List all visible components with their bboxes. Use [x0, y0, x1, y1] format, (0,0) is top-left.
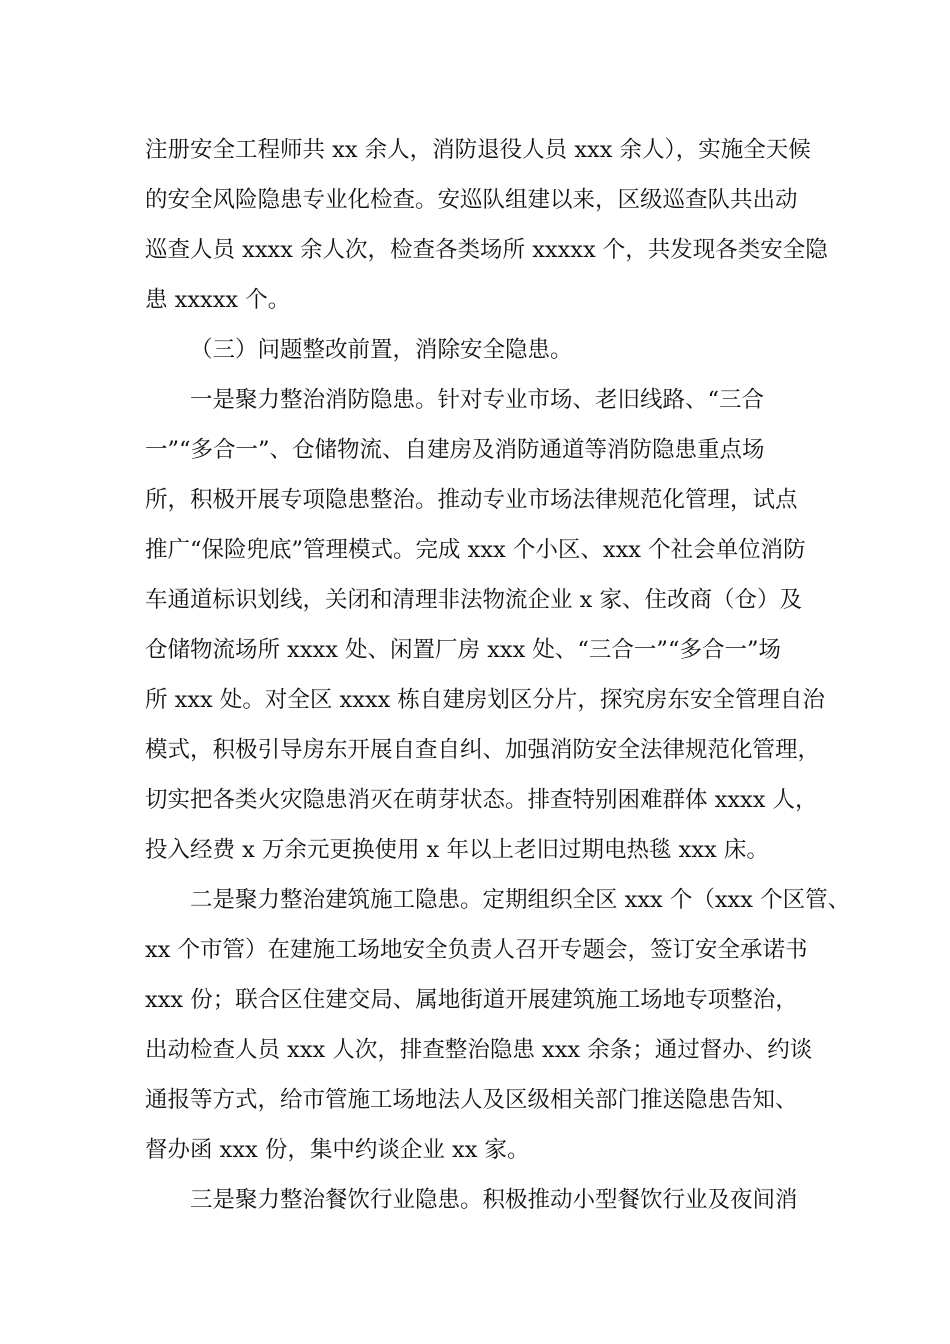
body-text-line: 巡查人员 xxxx 余人次，检查各类场所 xxxxx 个，共发现各类安全隐 — [145, 237, 828, 263]
body-text-line: 的安全风险隐患专业化检查。安巡队组建以来，区级巡查队共出动 — [145, 187, 798, 213]
body-text-line: 患 xxxxx 个。 — [145, 287, 291, 313]
body-text-line: 所 xxx 处。对全区 xxxx 栋自建房划区分片，探究房东安全管理自治 — [145, 687, 825, 713]
body-text-line: 三是聚力整治餐饮行业隐患。积极推动小型餐饮行业及夜间消 — [190, 1187, 798, 1213]
body-text-line: 推广“保险兜底”管理模式。完成 xxx 个小区、xxx 个社会单位消防 — [145, 537, 806, 563]
body-text-line: 仓储物流场所 xxxx 处、闲置厂房 xxx 处、“三合一”“多合一”场 — [145, 637, 781, 663]
body-text-line: 督办函 xxx 份，集中约谈企业 xx 家。 — [145, 1137, 530, 1163]
section-heading: （三）问题整改前置，消除安全隐患。 — [190, 337, 573, 363]
body-text-line: 通报等方式，给市管施工场地法人及区级相关部门推送隐患告知、 — [145, 1087, 798, 1113]
body-text-line: xx 个市管）在建施工场地安全负责人召开专题会，签订安全承诺书 — [145, 937, 808, 963]
body-text-line: 切实把各类火灾隐患消灭在萌芽状态。排查特别困难群体 xxxx 人， — [145, 787, 818, 813]
body-text-line: 所，积极开展专项隐患整治。推动专业市场法律规范化管理，试点 — [145, 487, 798, 513]
body-text-line: 模式，积极引导房东开展自查自纠、加强消防安全法律规范化管理， — [145, 737, 821, 763]
body-text-line: 车通道标识划线，关闭和清理非法物流企业 x 家、住改商（仓）及 — [145, 587, 802, 613]
body-text-line: 投入经费 x 万余元更换使用 x 年以上老旧过期电热毯 xxx 床。 — [145, 837, 769, 863]
body-text-line: 一”“多合一”、仓储物流、自建房及消防通道等消防隐患重点场 — [145, 437, 765, 463]
body-text-line: 出动检查人员 xxx 人次，排查整治隐患 xxx 余条；通过督办、约谈 — [145, 1037, 813, 1063]
body-text-line: 一是聚力整治消防隐患。针对专业市场、老旧线路、“三合 — [190, 387, 765, 413]
body-text-line: 二是聚力整治建筑施工隐患。定期组织全区 xxx 个（xxx 个区管、 — [190, 887, 851, 913]
body-text-line: 注册安全工程师共 xx 余人，消防退役人员 xxx 余人），实施全天候 — [145, 137, 811, 163]
body-text-line: xxx 份；联合区住建交局、属地街道开展建筑施工场地专项整治， — [145, 987, 798, 1013]
